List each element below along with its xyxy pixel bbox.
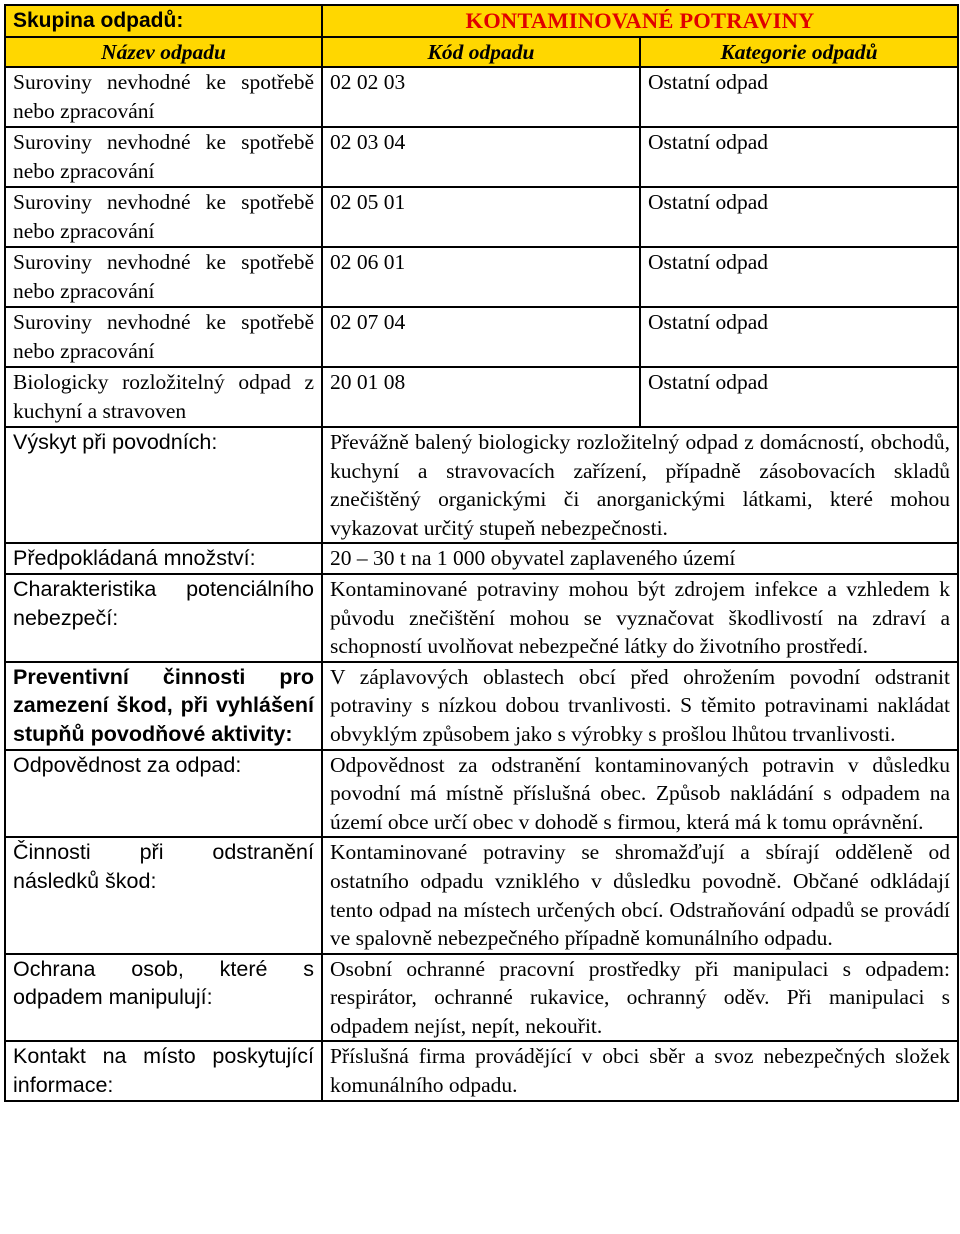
info-row-contact	[5, 1041, 958, 1100]
waste-code: 02 02 03	[322, 67, 640, 127]
info-label: Výskyt při povodních:	[5, 427, 322, 543]
info-text: 20 – 30 t na 1 000 obyvatel zaplaveného území	[322, 543, 958, 574]
waste-name: Suroviny nevhodné ke spotřebě nebo zpracování	[5, 67, 322, 127]
waste-sheet-table	[4, 4, 959, 1102]
info-label: Kontakt na místo poskytující informace:	[5, 1041, 322, 1100]
waste-category: Ostatní odpad	[640, 187, 958, 247]
info-row-quantity	[5, 543, 958, 574]
info-text: Osobní ochranné pracovní prostředky při manipulaci s odpadem: respirátor, ochranné rukavice, ochranný oděv. Při manipulaci s odpadem nejíst, nepít, nekouřit.	[322, 954, 958, 1042]
info-row-occurrence	[5, 427, 958, 543]
info-row-hazard	[5, 574, 958, 662]
column-header-category: Kategorie odpadů	[640, 37, 958, 67]
waste-name: Suroviny nevhodné ke spotřebě nebo zpracování	[5, 127, 322, 187]
info-label: Předpokládaná množství:	[5, 543, 322, 574]
waste-code: 20 01 08	[322, 367, 640, 427]
table-row	[5, 67, 958, 127]
table-row	[5, 307, 958, 367]
info-label: Činnosti při odstranění následků škod:	[5, 837, 322, 953]
waste-code: 02 03 04	[322, 127, 640, 187]
waste-code: 02 07 04	[322, 307, 640, 367]
info-label: Ochrana osob, které s odpadem manipulují:	[5, 954, 322, 1042]
table-row	[5, 367, 958, 427]
waste-name: Suroviny nevhodné ke spotřebě nebo zpracování	[5, 307, 322, 367]
info-text: Odpovědnost za odstranění kontaminovaných potravin v důsledku povodní má místně příslušná obec. Způsob nakládání s odpadem na území obce určí obec v dohodě s firmou, která má k tomu oprávnění.	[322, 750, 958, 838]
info-text: Kontaminované potraviny mohou být zdrojem infekce a vzhledem k původu znečištění mohou se vyznačovat škodlivostí na zdraví a schopností uvolňovat nebezpečné látky do životního prostředí.	[322, 574, 958, 662]
waste-category: Ostatní odpad	[640, 127, 958, 187]
info-text: Kontaminované potraviny se shromažďují a sbírají odděleně od ostatního odpadu vzniklého v důsledku povodně. Občané odkládají tento odpad na místech určených obcí. Odstraňování odpadů se provádí ve spalovně nebezpečného případně komunálního odpadu.	[322, 837, 958, 953]
info-label: Odpovědnost za odpad:	[5, 750, 322, 838]
waste-name: Suroviny nevhodné ke spotřebě nebo zpracování	[5, 187, 322, 247]
info-text: Příslušná firma provádějící v obci sběr a svoz nebezpečných složek komunálního odpadu.	[322, 1041, 958, 1100]
info-row-prevention	[5, 662, 958, 750]
waste-code: 02 05 01	[322, 187, 640, 247]
info-label: Preventivní činnosti pro zamezení škod, při vyhlášení stupňů povodňové aktivity:	[5, 662, 322, 750]
waste-category: Ostatní odpad	[640, 247, 958, 307]
table-row	[5, 127, 958, 187]
group-value: KONTAMINOVANÉ POTRAVINY	[322, 5, 958, 37]
waste-name: Biologicky rozložitelný odpad z kuchyní a stravoven	[5, 367, 322, 427]
waste-code: 02 06 01	[322, 247, 640, 307]
info-row-responsibility	[5, 750, 958, 838]
group-label: Skupina odpadů:	[5, 5, 322, 37]
info-text: Převážně balený biologicky rozložitelný odpad z domácností, obchodů, kuchyní a stravovacích zařízení, případně zásobovacích skladů znečištěný organickými či anorganickými látkami, které mohou vykazovat určitý stupeň nebezpečnosti.	[322, 427, 958, 543]
info-row-removal	[5, 837, 958, 953]
column-header-name: Název odpadu	[5, 37, 322, 67]
column-header-code: Kód odpadu	[322, 37, 640, 67]
info-label: Charakteristika potenciálního nebezpečí:	[5, 574, 322, 662]
info-row-protection	[5, 954, 958, 1042]
waste-name: Suroviny nevhodné ke spotřebě nebo zpracování	[5, 247, 322, 307]
waste-category: Ostatní odpad	[640, 367, 958, 427]
waste-category: Ostatní odpad	[640, 307, 958, 367]
table-row	[5, 187, 958, 247]
table-row	[5, 247, 958, 307]
group-header-row	[5, 5, 958, 37]
info-text: V záplavových oblastech obcí před ohrožením povodní odstranit potraviny s nízkou dobou trvanlivosti. S těmito potravinami nakládat obvyklým způsobem jako s výrobky s prošlou lhůtou trvanlivosti.	[322, 662, 958, 750]
waste-category: Ostatní odpad	[640, 67, 958, 127]
column-header-row	[5, 37, 958, 67]
